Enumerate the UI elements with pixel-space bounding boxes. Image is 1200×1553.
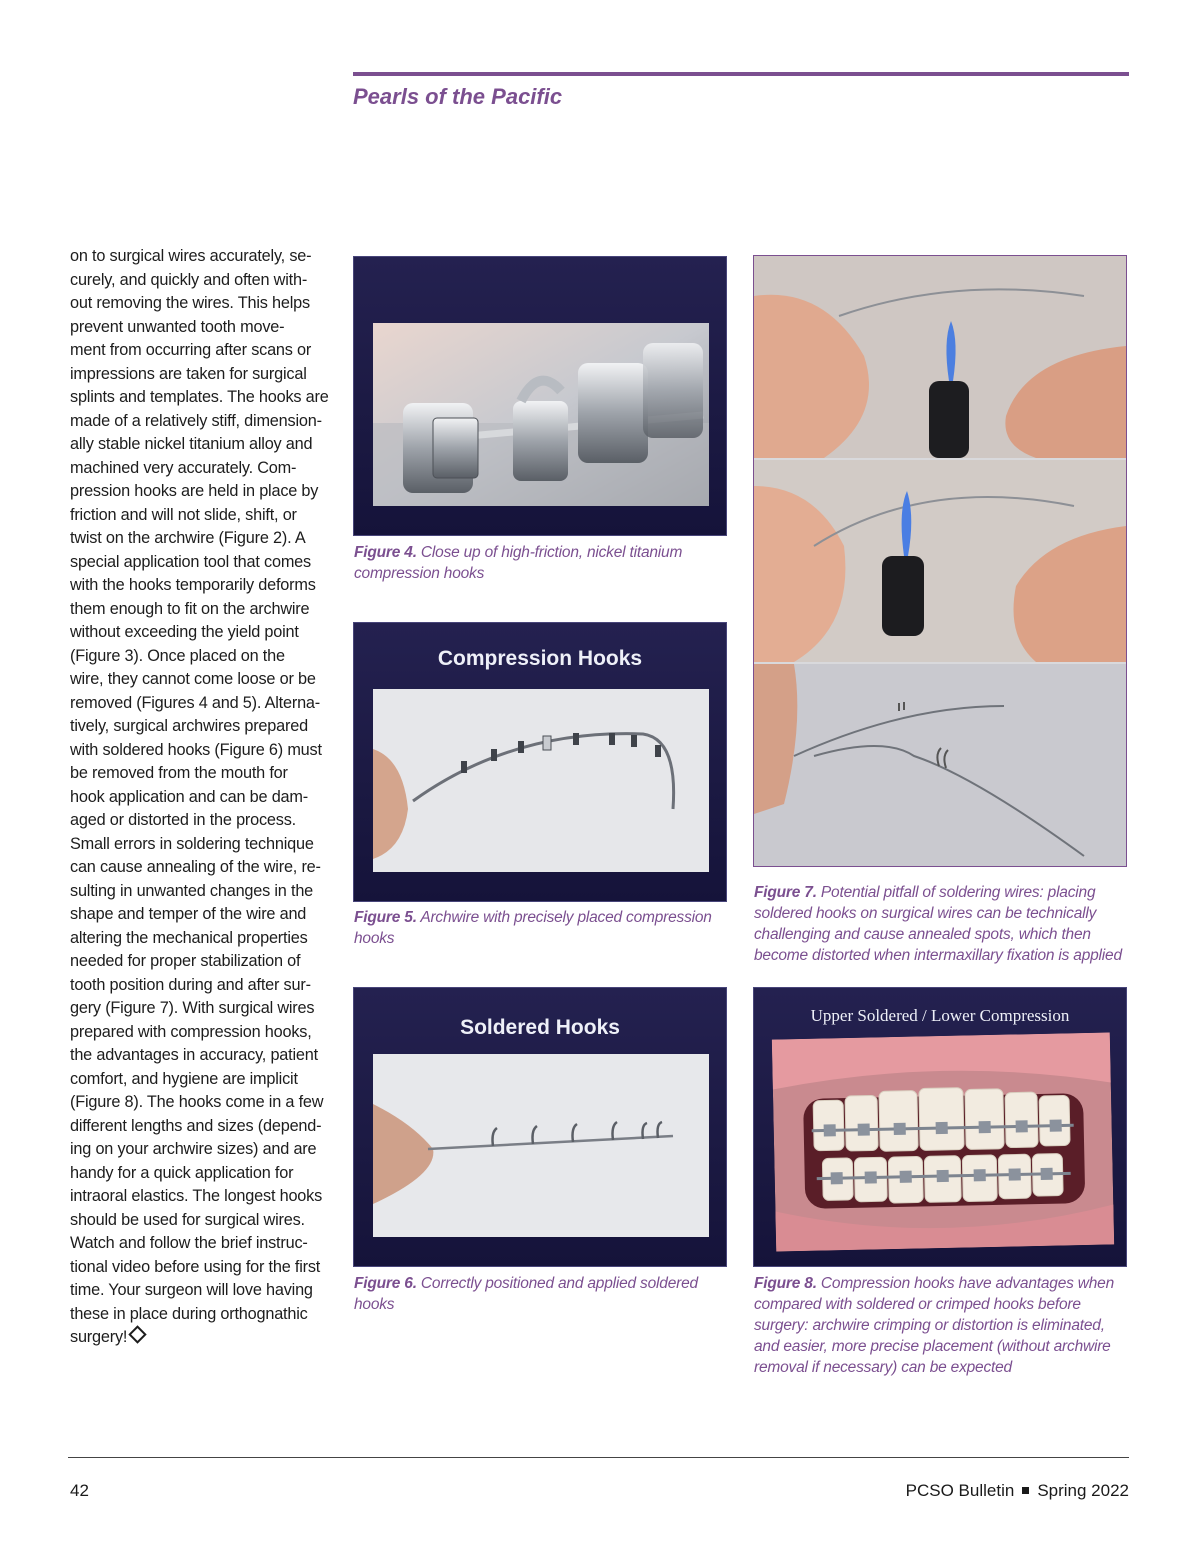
slide-title: Soldered Hooks <box>460 1016 620 1039</box>
publication-name: PCSO Bulletin <box>905 1481 1015 1500</box>
figure-4-caption <box>354 542 726 584</box>
body-line: machined very accurately. Com- <box>70 458 297 477</box>
caption-text: Close up of high-friction, nickel titanium compression hooks <box>354 544 683 582</box>
archwire-with-hooks-photo <box>373 689 709 872</box>
body-line: on to surgical wires accurately, se- <box>70 247 312 265</box>
body-line: made of a relatively stiff, dimension- <box>70 411 322 430</box>
slide-title: Compression Hooks <box>437 647 643 670</box>
braces-smile-photo <box>772 1032 1114 1251</box>
body-line: prevent unwanted tooth move- <box>70 317 285 336</box>
body-line: ment from occurring after scans or <box>70 341 312 359</box>
figure-5-image <box>353 622 727 902</box>
caption-text: Compression hooks have advantages when compared with soldered or crimped hooks before surgery: archwire crimping or distortion is eliminated, and easier, more precise placement (without archwire removal if necessary) can be expected <box>754 1275 1115 1376</box>
figure-7-image <box>753 255 1127 867</box>
body-line: special application tool that comes <box>70 552 311 571</box>
compression-hooks-closeup-photo <box>373 323 709 506</box>
body-line: needed for proper stabilization of <box>70 952 301 970</box>
body-line: friction and will not slide, shift, or <box>70 505 297 524</box>
figure-5-caption <box>354 907 726 949</box>
body-line: tively, surgical archwires prepared <box>70 717 308 735</box>
body-line: without exceeding the yield point <box>70 623 299 641</box>
section-title: Pearls of the Pacific <box>353 84 563 109</box>
body-line: with the hooks temporarily deforms <box>70 576 316 594</box>
figure-label: Figure 4. <box>354 544 417 561</box>
body-line: tional video before using for the first <box>70 1257 321 1276</box>
body-line: can cause annealing of the wire, re- <box>70 858 321 876</box>
body-line: (Figure 8). The hooks come in a few <box>70 1093 324 1111</box>
page-number: 42 <box>70 1481 89 1500</box>
figure-label: Figure 5. <box>354 909 417 926</box>
body-line: curely, and quickly and often with- <box>70 270 308 289</box>
figure-8-photo <box>772 1032 1114 1251</box>
body-line: handy for a quick application for <box>70 1163 294 1182</box>
body-line: them enough to fit on the archwire <box>70 599 310 618</box>
footer-rule <box>68 1457 1129 1458</box>
body-line: surgery! <box>70 1328 128 1346</box>
figure-6-caption <box>354 1273 726 1315</box>
body-line: aged or distorted in the process. <box>70 811 296 829</box>
body-line: ing on your archwire sizes) and are <box>70 1140 317 1158</box>
caption-text: Correctly positioned and applied soldered hooks <box>354 1275 698 1313</box>
header-rule <box>353 72 1129 76</box>
body-line: gery (Figure 7). With surgical wires <box>70 999 315 1017</box>
body-line: the advantages in accuracy, patient <box>70 1046 318 1064</box>
body-line: comfort, and hygiene are implicit <box>70 1069 298 1088</box>
body-line: ally stable nickel titanium alloy and <box>70 435 313 453</box>
figure-4-image <box>353 256 727 536</box>
figure-label: Figure 8. <box>754 1275 817 1292</box>
body-line: be removed from the mouth for <box>70 764 288 782</box>
figure-4-photo <box>373 323 709 506</box>
diamond-end-mark-icon <box>129 1325 147 1343</box>
body-line: sulting in unwanted changes in the <box>70 881 314 900</box>
caption-text: Archwire with precisely placed compression hooks <box>354 909 712 947</box>
figure-6-image <box>353 987 727 1267</box>
figure-7-caption <box>754 882 1130 966</box>
body-line: Watch and follow the brief instruc- <box>70 1234 308 1252</box>
body-line: these in place during orthognathic <box>70 1304 308 1323</box>
body-line: should be used for surgical wires. <box>70 1210 305 1229</box>
body-line: intraoral elastics. The longest hooks <box>70 1187 323 1205</box>
figure-6-photo <box>373 1054 709 1237</box>
body-line: (Figure 3). Once placed on the <box>70 646 285 665</box>
body-line: twist on the archwire (Figure 2). A <box>70 529 306 547</box>
caption-text: Potential pitfall of soldering wires: placing soldered hooks on surgical wires can be technically challenging and cause annealed spots, which then become distorted when intermaxillary fixation is applied <box>754 884 1122 964</box>
soldering-wires-photo-sequence <box>754 256 1126 866</box>
figure-8-image <box>753 987 1127 1267</box>
issue-date: Spring 2022 <box>1037 1481 1129 1500</box>
body-line: splints and templates. The hooks are <box>70 388 329 406</box>
soldered-hooks-photo <box>373 1054 709 1237</box>
body-line: out removing the wires. This helps <box>70 294 310 312</box>
figure-label: Figure 6. <box>354 1275 417 1292</box>
body-line: prepared with compression hooks, <box>70 1022 312 1041</box>
body-line: with soldered hooks (Figure 6) must <box>70 740 322 759</box>
body-line: impressions are taken for surgical <box>70 364 307 383</box>
square-separator-icon <box>1022 1487 1029 1494</box>
body-text <box>70 245 332 1350</box>
body-line: pression hooks are held in place by <box>70 482 319 500</box>
body-line: removed (Figures 4 and 5). Alterna- <box>70 693 321 712</box>
body-line: altering the mechanical properties <box>70 928 308 947</box>
body-line-last <box>70 1326 332 1350</box>
body-line: hook application and can be dam- <box>70 787 308 806</box>
body-line: different lengths and sizes (depend- <box>70 1116 322 1135</box>
publication-info <box>906 1481 1129 1501</box>
slide-title: Upper Soldered / Lower Compression <box>810 1006 1070 1025</box>
body-line: Small errors in soldering technique <box>70 834 314 853</box>
figure-8-caption <box>754 1273 1130 1378</box>
body-line: tooth position during and after sur- <box>70 975 311 994</box>
body-line: time. Your surgeon will love having <box>70 1281 313 1299</box>
body-line: shape and temper of the wire and <box>70 905 307 923</box>
body-line: wire, they cannot come loose or be <box>70 670 316 688</box>
figure-5-photo <box>373 689 709 872</box>
figure-label: Figure 7. <box>754 884 817 901</box>
